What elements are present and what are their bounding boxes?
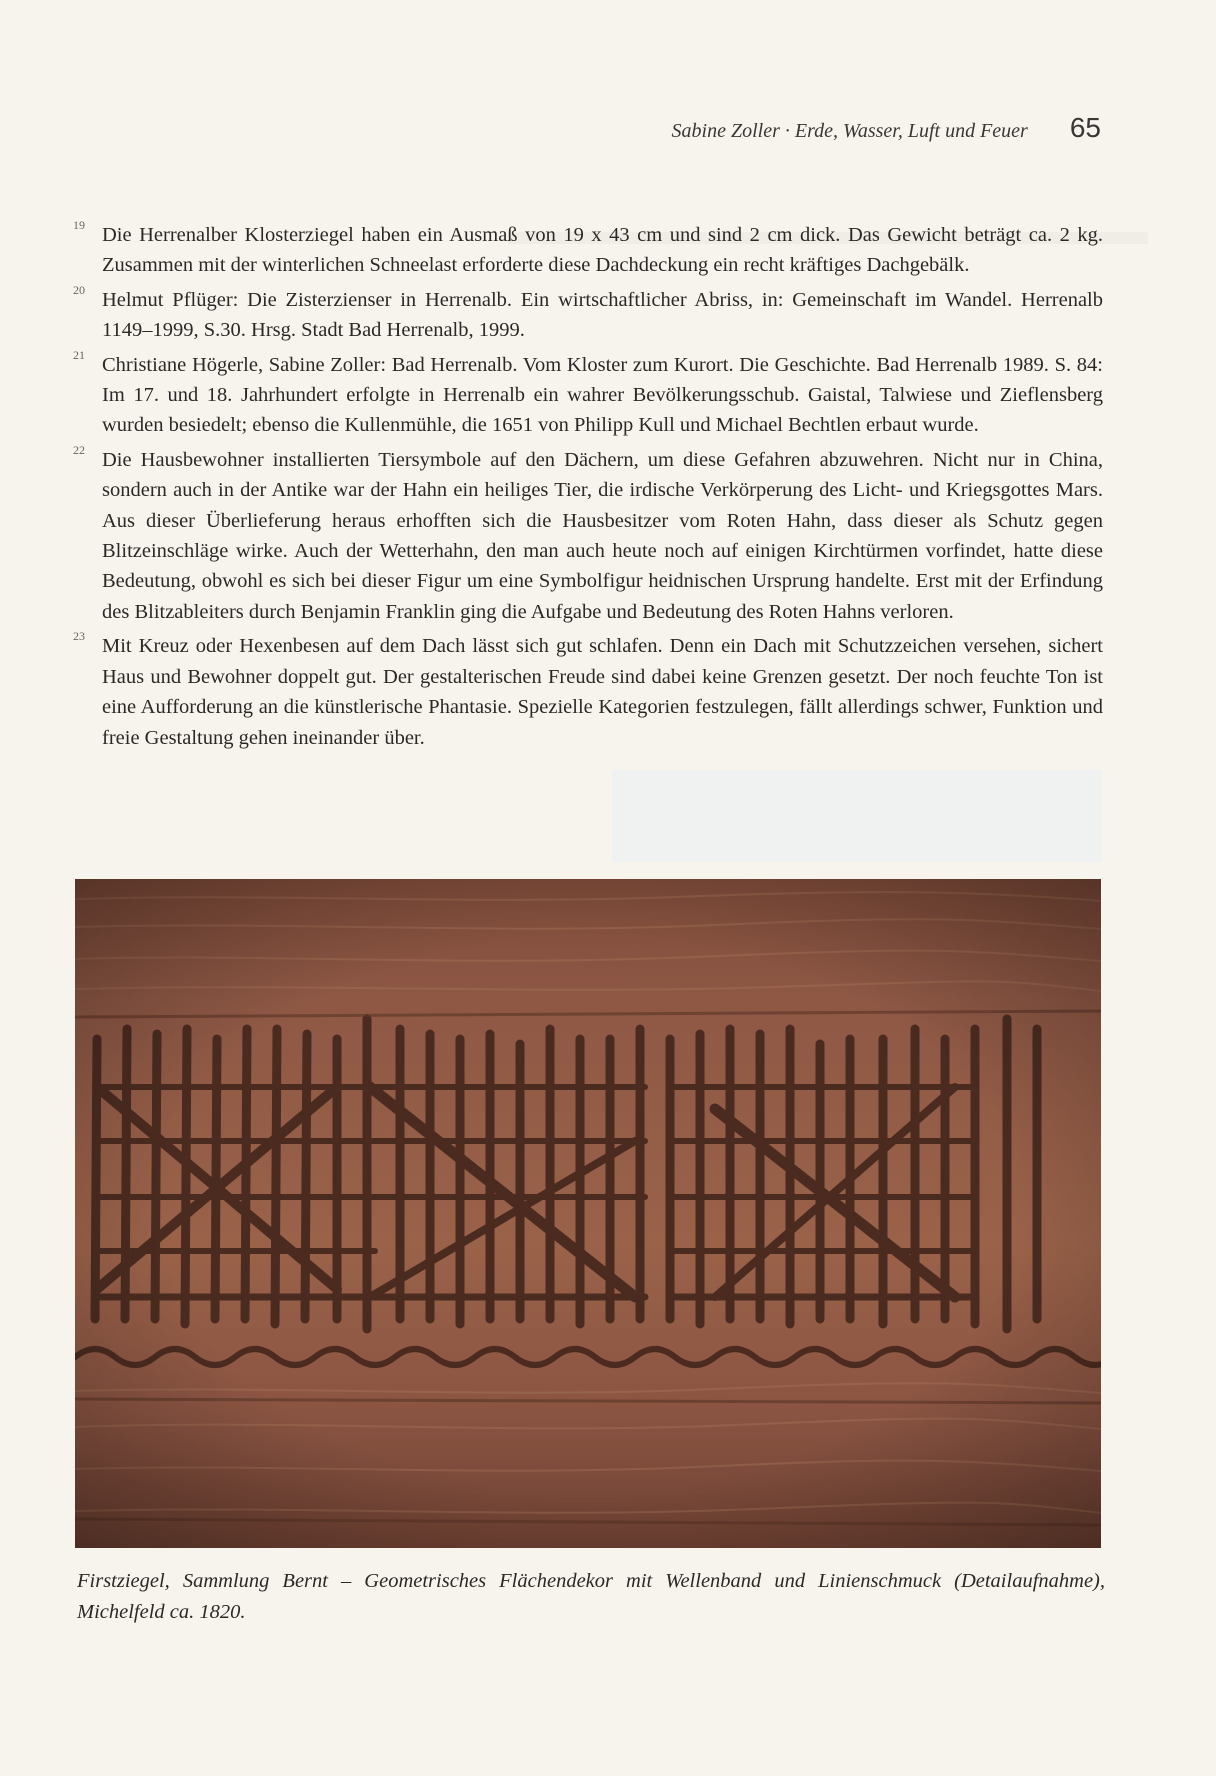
running-header <box>560 112 1101 144</box>
footnote <box>73 442 1103 627</box>
footnote-text: Die Herrenalber Klosterziegel haben ein Ausmaß von 19 x 43 cm und sind 2 cm dick. Das Gewicht beträgt ca. 2 kg. Zusammen mit der winterlichen Schneelast erforderte diese Dachdeckung ein recht kräftiges Dachgebälk. <box>102 224 1103 277</box>
footnote-number: 23 <box>73 629 85 644</box>
footnotes-section <box>73 220 1103 757</box>
photo-vignette <box>75 879 1101 1548</box>
bleed-through-box <box>612 770 1102 862</box>
footnote-number: 21 <box>73 347 85 362</box>
footnote-number: 19 <box>73 218 85 232</box>
footnote-text: Helmut Pflüger: Die Zisterzienser in Herrenalb. Ein wirtschaftlicher Abriss, in: Gemeinschaft im Wandel. Herrenalb 1149–1999, S.30. Hrsg. Stadt Bad Herrenalb, 1999. <box>102 288 1103 342</box>
footnote-text: Die Hausbewohner installierten Tiersymbole auf den Dächern, um diese Gefahren abzuwehren. Nicht nur in China, sondern auch in der Antike war der Hahn ein heiliges Tier, die irdische Verkörperung des Licht- und Kriegsgottes Mars. Aus dieser Überlieferung heraus erhofften sich die Hausbesitzer vom Roten Hahn, dass dieser als Schutz gegen Blitzeinschläge wirke. Auch der Wetterhahn, den man auch heute noch auf einigen Kirchtürmen vorfindet, hatte diese Bedeutung, obwohl es sich bei dieser Figur um eine Symbolfigur heidnischen Ursprung handelte. Erst mit der Erfindung des Blitzableiters durch Benjamin Franklin ging die Aufgabe und Bedeutung des Roten Hahns verloren. <box>102 448 1103 623</box>
figure-caption: Firstziegel, Sammlung Bernt – Geometrisches Flächendekor mit Wellenband und Linienschmuck (Detailaufnahme), Michelfeld ca. 1820. <box>77 1570 1105 1623</box>
bleed-through-text <box>78 118 86 152</box>
footnote-number: 20 <box>73 282 85 297</box>
footnote <box>73 347 1103 441</box>
footnote <box>73 220 1103 281</box>
footnote-text: Christiane Högerle, Sabine Zoller: Bad Herrenalb. Vom Kloster zum Kurort. Die Geschichte. Bad Herrenalb 1989. S. 84: Im 17. und 18. Jahrhundert erfolgte in Herrenalb ein wahrer Bevölkerungsschub. Gaistal, Talwiese und Zieflensberg wurden besiedelt; ebenso die Kullenmühle, die 1651 von Philipp Kull und Michael Bechtlen erbaut wurde. <box>102 353 1103 437</box>
footnote-number: 22 <box>73 442 85 457</box>
footnote-text: Mit Kreuz oder Hexenbesen auf dem Dach lässt sich gut schlafen. Denn ein Dach mit Schutzzeichen versehen, sichert Haus und Bewohner doppelt gut. Der gestalterischen Freude sind dabei keine Grenzen gesetzt. Der noch feuchte Ton ist eine Aufforderung an die künstlerische Phantasie. Spezielle Kategorien festzulegen, fällt allerdings schwer, Funktion und freie Gestaltung gehen ineinander über. <box>102 635 1103 749</box>
running-header-title: Sabine Zoller · Erde, Wasser, Luft und Feuer <box>671 120 1028 142</box>
roof-tile-photo <box>75 879 1101 1548</box>
page-number: 65 <box>1069 112 1101 143</box>
footnote <box>73 631 1103 753</box>
footnote <box>73 282 1103 346</box>
